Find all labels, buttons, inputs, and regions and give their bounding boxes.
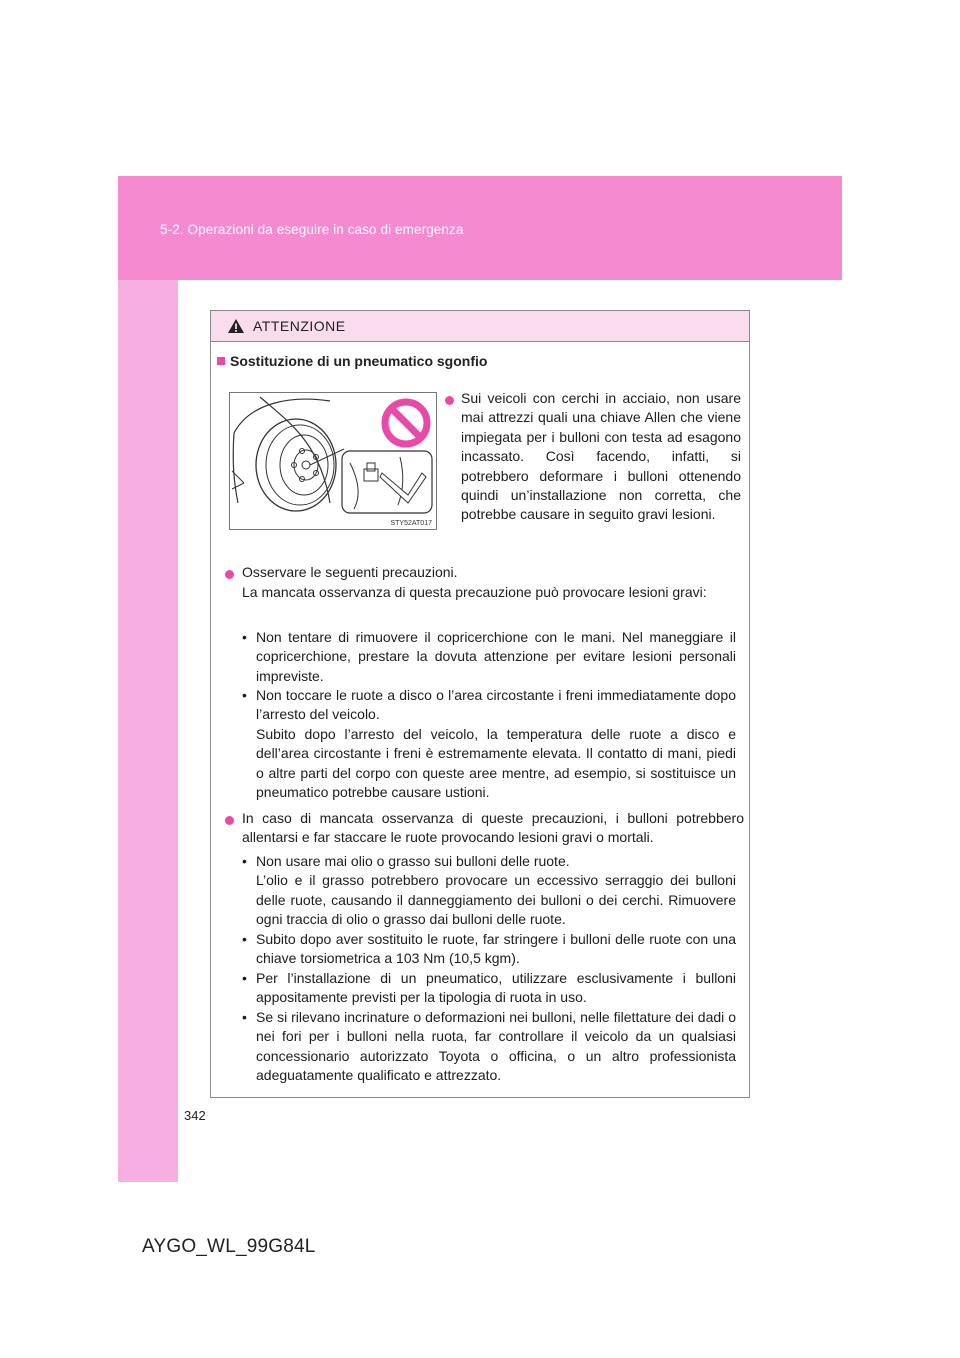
subitem-text: Per l’installazione di un pneumatico, utilizzare esclusivamente i bulloni appositamente previsti per la tipologia di ruota in uso. — [256, 970, 736, 1006]
subitem-text: Se si rilevano incrinature o deformazioni nei bulloni, nelle filettature dei dadi o nei fori per i bulloni nella ruota, far controllare il veicolo da un qualsiasi concessionario autorizzato Toyota o officina, o un altro professionista adeguatamente qualificato e attrezzato. — [256, 1009, 736, 1084]
page-side-band — [118, 280, 178, 1182]
subitem-text: Non usare mai olio o grasso sui bulloni delle ruote. — [256, 853, 570, 869]
bullet-3-text: In caso di mancata osservanza di queste precauzioni, i bulloni potrebbero allentarsi e far staccare le ruote provocando lesioni gravi o mortali. — [242, 810, 744, 846]
sub-bullet-mark: • — [242, 931, 247, 947]
bullet-3-subitem-3 — [242, 969, 736, 1008]
bullet-dot-icon — [445, 396, 454, 405]
subitem-text: Non toccare le ruote a disco o l’area circostante i freni immediatamente dopo l’arresto del veicolo. — [256, 687, 736, 723]
subitem-text-continued: L’olio e il grasso potrebbero provocare un eccessivo serraggio dei bulloni delle ruote, causando il danneggiamento dei bulloni o dei cerchi. Rimuovere ogni traccia di olio o grasso dai bulloni delle ruote. — [256, 872, 736, 928]
subitem-text: Non tentare di rimuovere il copricerchione con le mani. Nel maneggiare il copricerchione, prestare la dovuta attenzione per evitare lesioni personali impreviste. — [256, 629, 736, 684]
bullet-dot-icon — [225, 570, 234, 579]
bullet-3-subitem-1 — [242, 852, 736, 930]
warning-subheading — [217, 353, 487, 369]
warning-header — [211, 311, 749, 342]
bullet-dot-icon — [225, 816, 234, 825]
bullet-3-subitem-2 — [242, 930, 736, 969]
subitem-text: Subito dopo aver sostituito le ruote, far stringere i bulloni delle ruote con una chiave torsiometrica a 103 Nm (10,5 kgm). — [256, 931, 736, 967]
wrench-prohibited-illustration — [229, 392, 437, 530]
section-title: 5-2. Operazioni da eseguire in caso di emergenza — [160, 222, 464, 237]
sub-bullet-mark: • — [242, 970, 247, 986]
square-bullet-icon — [217, 357, 225, 365]
document-code: AYGO_WL_99G84L — [142, 1236, 316, 1257]
subitem-text-continued: Subito dopo l’arresto del veicolo, la temperatura delle ruote a disco e dell’area circostante i freni è estremamente elevata. Il contatto di mani, piedi o altre parti del corpo con queste aree mentre, ad esempio, si sostituisce un pneumatico potrebbe causare ustioni. — [256, 725, 736, 801]
page-number: 342 — [184, 1108, 206, 1123]
bullet-2-line-1: Osservare le seguenti precauzioni. — [242, 564, 458, 580]
warning-title: ATTENZIONE — [253, 318, 346, 334]
bullet-2-line-2: La mancata osservanza di questa precauzione può provocare lesioni gravi: — [242, 584, 707, 600]
subheading-text: Sostituzione di un pneumatico sgonfio — [230, 353, 488, 369]
sub-bullet-mark: • — [242, 629, 247, 645]
warning-triangle-icon — [227, 318, 245, 334]
sub-bullet-mark: • — [242, 853, 247, 869]
warning-box — [210, 310, 750, 1098]
figure-code: STY52AT017 — [390, 520, 432, 527]
bullet-2-subitem-1 — [242, 628, 736, 686]
sub-bullet-mark: • — [242, 687, 247, 703]
bullet-2-subitem-2 — [242, 686, 736, 802]
bullet-3-subitem-4 — [242, 1008, 736, 1086]
bullet-1-text: Sui veicoli con cerchi in acciaio, non usare mai attrezzi quali una chiave Allen che viene impiegata per i bulloni con testa ad esagono incassato. Così facendo, infatti, si potrebbero deformare i bulloni ottenendo quindi un’installazione non corretta, che potrebbe causare in seguito gravi lesioni. — [461, 390, 741, 523]
sub-bullet-mark: • — [242, 1009, 247, 1025]
